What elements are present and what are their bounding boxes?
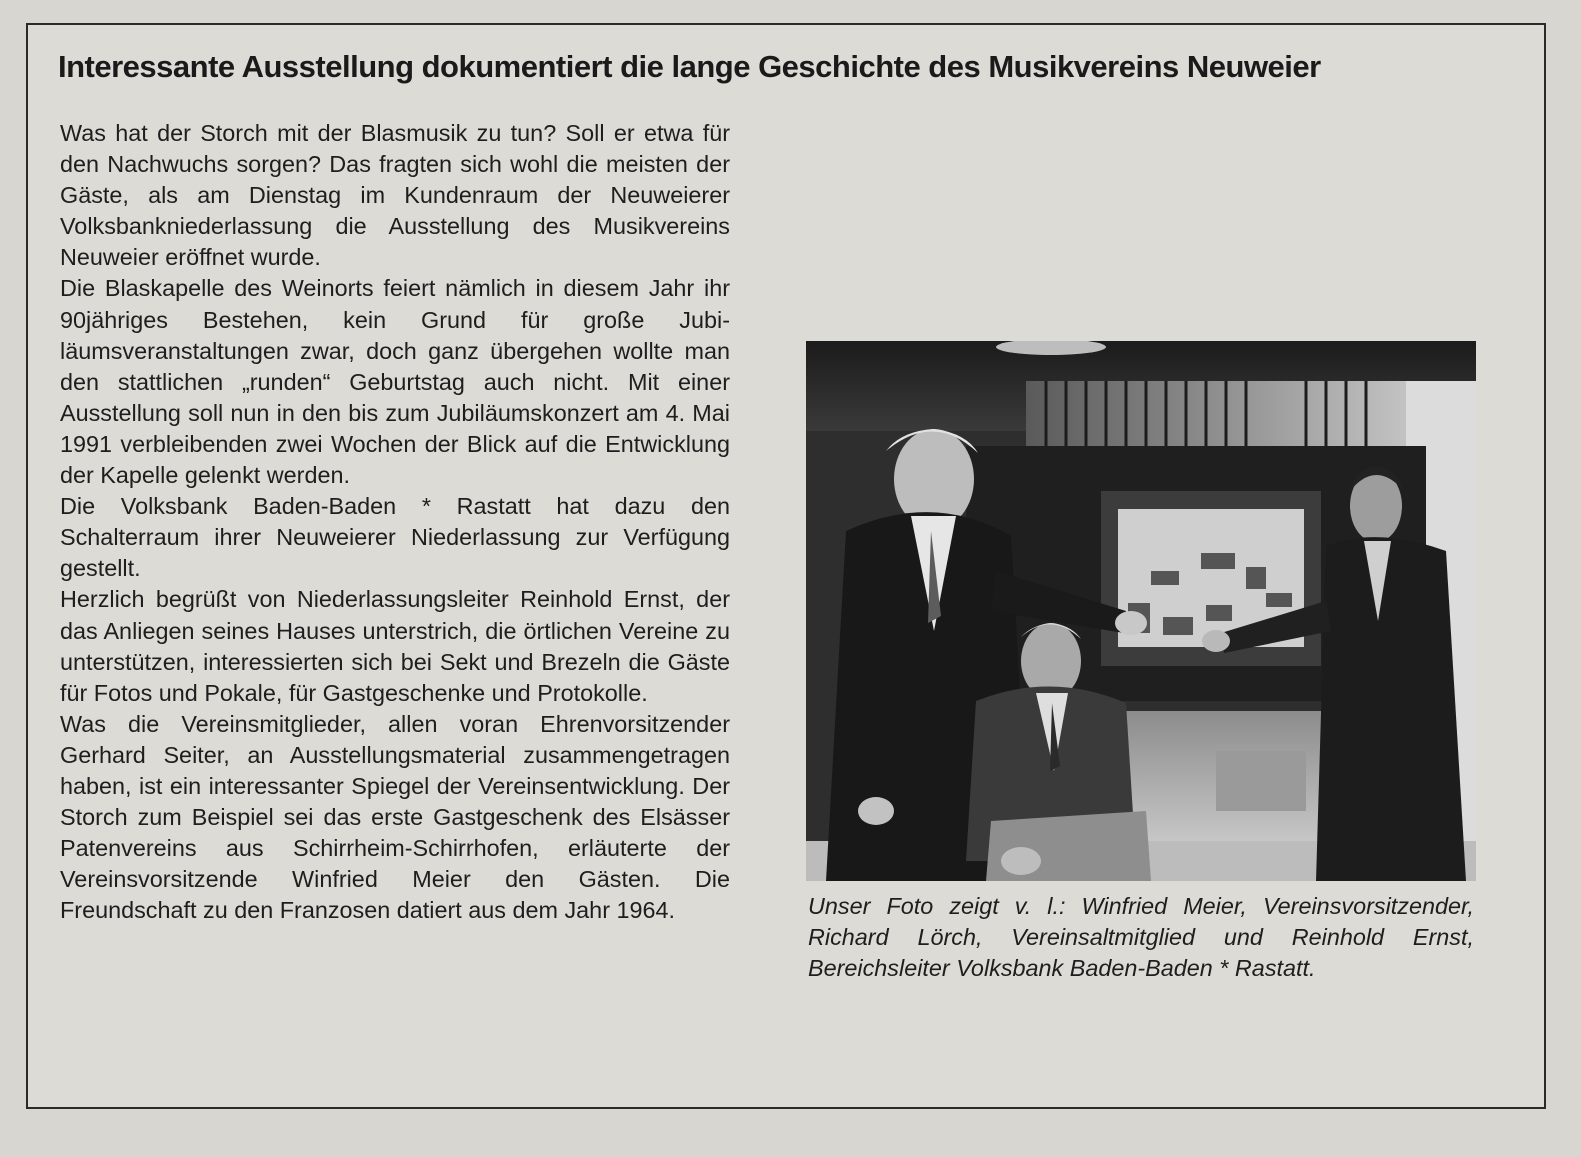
article-frame xyxy=(26,23,1546,1109)
paragraph-5: Was die Vereinsmitglieder, allen voran Ehrenvorsitzender Gerhard Seiter, an Ausstellungsmaterial zusammengetragen haben, ist ein interessanter Spiegel der Vereinsentwicklung. Der Storch zum Beispiel sei das erste Gastgeschenk des Elsässer Patenvereins aus Schirrheim-Schirrhofen, erläuterte der Vereinsvorsitzende Winfried Meier den Gästen. Die Freundschaft zu den Franzosen datiert aus dem Jahr 1964. xyxy=(60,710,730,924)
headline: Interessante Ausstellung dokumentiert die lange Geschichte des Musikvereins Neuweier xyxy=(58,49,1321,84)
news-photo xyxy=(806,341,1476,881)
photo-caption: Unser Foto zeigt v. l.: Winfried Meier, Vereinsvorsitzender, Richard Lörch, Vereinsaltmitglied und Reinhold Ernst, Bereichsleiter Volksbank Baden-Baden * Rastatt. xyxy=(808,893,1474,981)
news-photo-illustration xyxy=(806,341,1476,881)
paragraph-4: Herzlich begrüßt von Niederlassungsleiter Reinhold Ernst, der das Anliegen seines Hauses unterstrich, die örtlichen Vereine zu unterstützen, interessierten sich bei Sekt und Brezeln die Gäste für Fotos und Pokale, für Gastgeschenke und Protokolle. xyxy=(60,586,730,706)
paragraph-2: Die Blaskapelle des Weinorts feiert nämlich in diesem Jahr ihr 90jähriges Bestehen, kein Grund für große Jubiläumsveranstaltungen zwar, doch ganz übergehen wollte man den stattlichen „runden“ Geburtstag auch nicht. Mit einer Ausstellung soll nun in den bis zum Jubiläumskonzert am 4. Mai 1991 verbleibenden zwei Wochen der Blick auf die Entwicklung der Kapelle gelenkt werden. xyxy=(60,275,730,489)
paragraph-3: Die Volksbank Baden-Baden * Rastatt hat dazu den Schalterraum ihrer Neuweierer Niederlassung zur Verfügung gestellt. xyxy=(60,493,730,582)
article-body xyxy=(60,118,730,926)
paragraph-1: Was hat der Storch mit der Blasmusik zu tun? Soll er etwa für den Nachwuchs sorgen? Das fragten sich wohl die meisten der Gäste, als am Dienstag im Kundenraum der Neuweierer Volksbankniederlassung die Ausstellung des Musikvereins Neuweier eröffnet wurde. xyxy=(60,120,730,271)
